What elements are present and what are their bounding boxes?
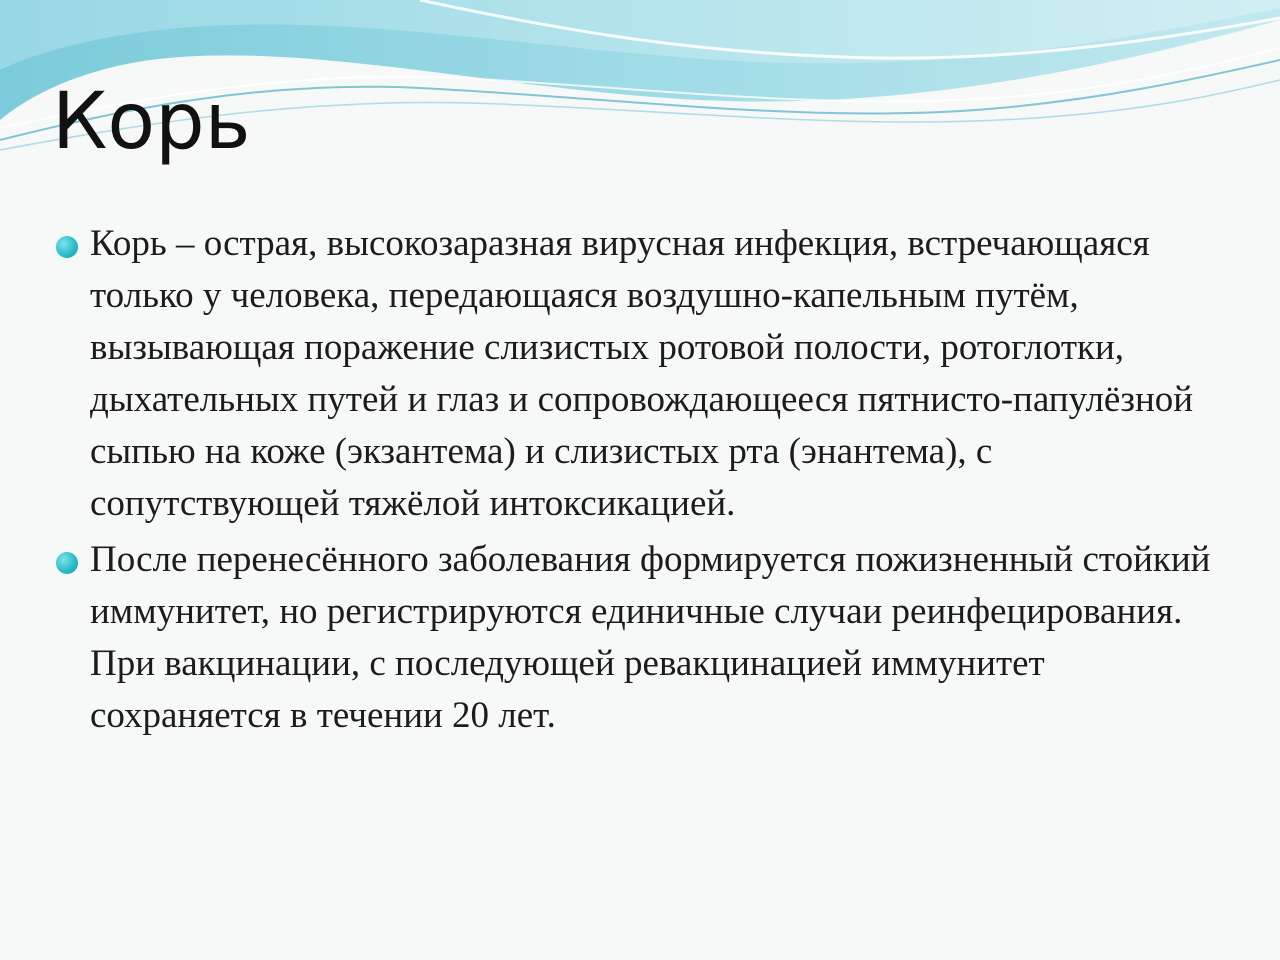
- bullet-dot-icon: [56, 552, 78, 574]
- bullet-list: [56, 218, 1236, 742]
- bullet-item: [56, 534, 1236, 742]
- bullet-text: После перенесённого заболевания формируется пожизненный стойкий иммунитет, но регистрируются единичные случаи реинфецирования. При вакцинации, с последующей ревакцинацией иммунитет сохраняется в течении 20 лет.: [90, 539, 1211, 736]
- bullet-dot-icon: [56, 236, 78, 258]
- bullet-item: [56, 218, 1236, 530]
- slide-title: Корь: [52, 77, 251, 167]
- bullet-text: Корь – острая, высокозаразная вирусная инфекция, встречающаяся только у человека, передающаяся воздушно-капельным путём, вызывающая поражение слизистых ротовой полости, ротоглотки, дыхательных путей и глаз и сопровождающееся пятнисто-папулёзной сыпью на коже (экзантема) и слизистых рта (энантема), с сопутствующей тяжёлой интоксикацией.: [90, 223, 1194, 524]
